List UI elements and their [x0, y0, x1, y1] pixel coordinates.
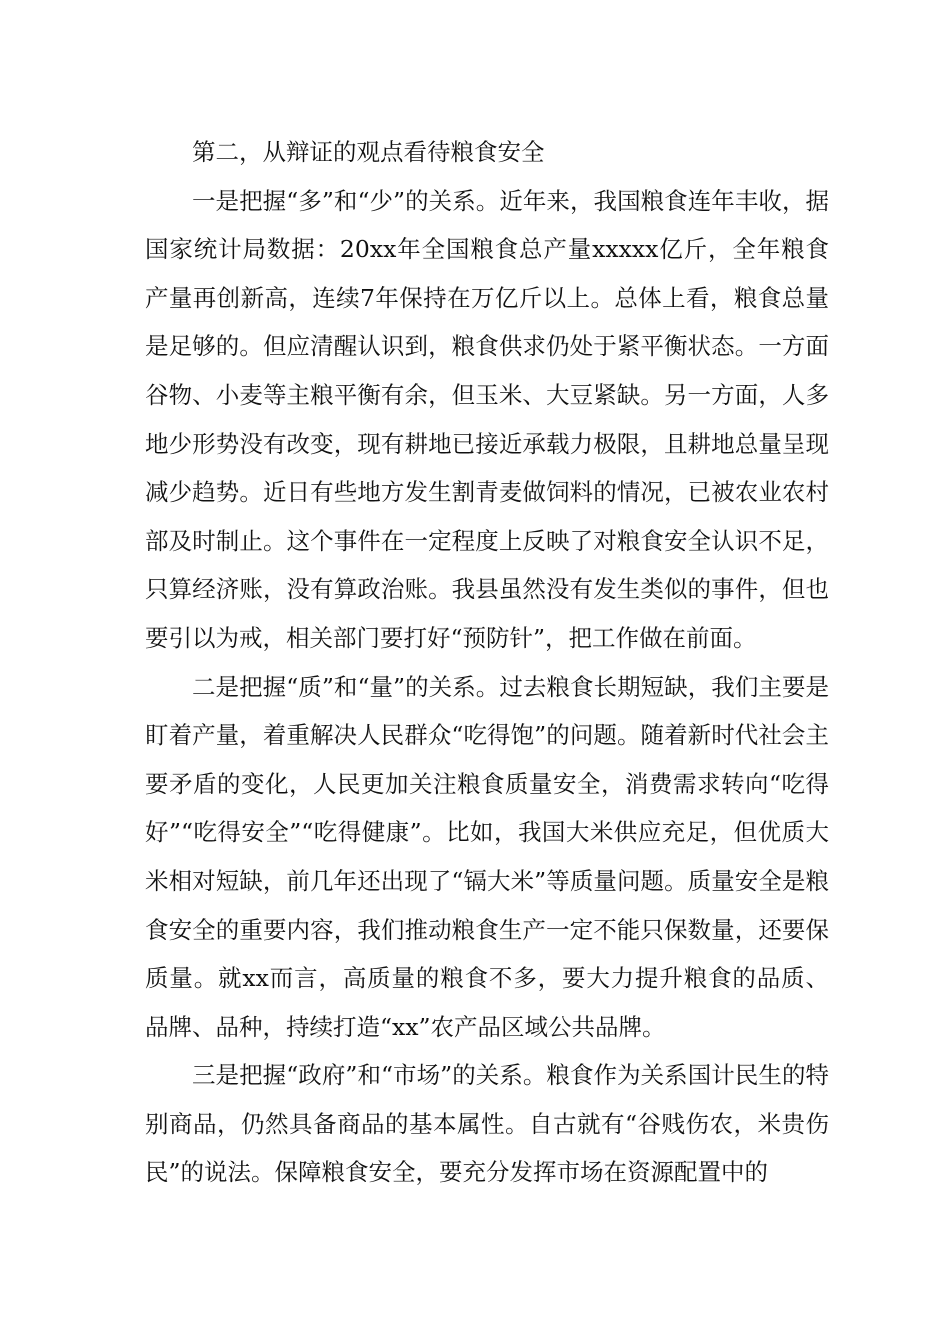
- document-body: [145, 128, 829, 1197]
- paragraph-zhi-liang: 二是把握“质”和“量”的关系。过去粮食长期短缺，我们主要是盯着产量，着重解决人民群众“吃得饱”的问题。随着新时代社会主要矛盾的变化，人民更加关注粮食质量安全，消费需求转向“吃得好”“吃得安全”“吃得健康”。比如，我国大米供应充足，但优质大米相对短缺，前几年还出现了“镉大米”等质量问题。质量安全是粮食安全的重要内容，我们推动粮食生产一定不能只保数量，还要保质量。就xx而言，高质量的粮食不多，要大力提升粮食的品质、品牌、品种，持续打造“xx”农产品区域公共品牌。: [145, 672, 829, 1041]
- paragraph-zhengfu-shichang: 三是把握“政府”和“市场”的关系。粮食作为关系国计民生的特别商品，仍然具备商品的基本属性。自古就有“谷贱伤农，米贵伤民”的说法。保障粮食安全，要充分发挥市场在资源配置中的: [145, 1061, 829, 1187]
- paragraph-duo-shao: 一是把握“多”和“少”的关系。近年来，我国粮食连年丰收，据国家统计局数据：20xx年全国粮食总产量xxxxx亿斤，全年粮食产量再创新高，连续7年保持在万亿斤以上。总体上看，粮食总量是足够的。但应清醒认识到，粮食供求仍处于紧平衡状态。一方面谷物、小麦等主粮平衡有余，但玉米、大豆紧缺。另一方面，人多地少形势没有改变，现有耕地已接近承载力极限，且耕地总量呈现减少趋势。近日有些地方发生割青麦做饲料的情况，已被农业农村部及时制止。这个事件在一定程度上反映了对粮食安全认识不足，只算经济账，没有算政治账。我县虽然没有发生类似的事件，但也要引以为戒，相关部门要打好“预防针”，把工作做在前面。: [145, 186, 829, 652]
- section-heading: 第二，从辩证的观点看待粮食安全: [192, 138, 545, 166]
